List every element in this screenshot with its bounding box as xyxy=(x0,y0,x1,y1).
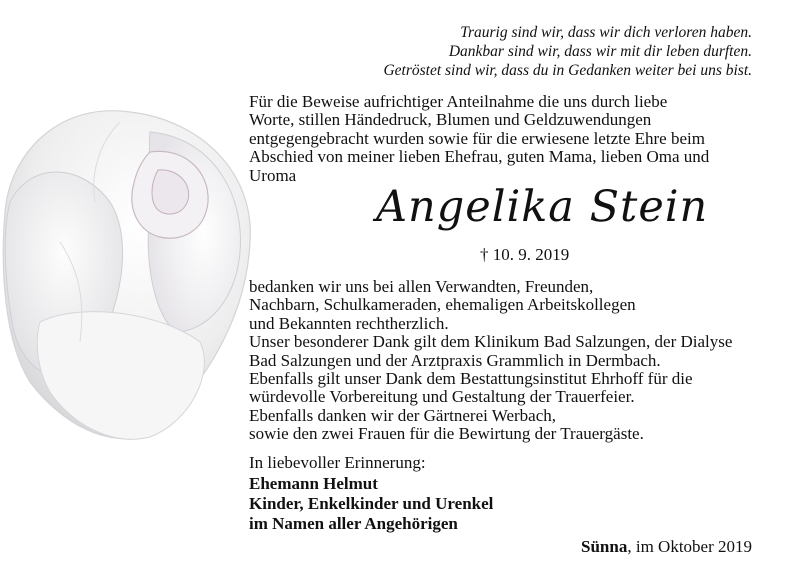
poem-line: Dankbar sind wir, dass wir mit dir leben durften. xyxy=(448,43,752,60)
place-name: Sünna xyxy=(581,537,628,556)
intro-line: Uroma xyxy=(249,165,297,185)
intro-line: entgegengebracht wurden sowie für die erwiesene letzte Ehre beim xyxy=(249,128,705,148)
poem-line: Traurig sind wir, dass wir dich verloren haben. xyxy=(460,24,752,41)
thanks-line: Ebenfalls danken wir der Gärtnerei Werbach, xyxy=(249,405,557,425)
thanks-text xyxy=(249,278,759,444)
poem-line: Getröstet sind wir, dass du in Gedanken weiter bei uns bist. xyxy=(383,62,752,79)
thanks-line: Ebenfalls gilt unser Dank dem Bestattungsinstitut Ehrhoff für die xyxy=(249,369,693,389)
family-line: Kinder, Enkelkinder und Urenkel xyxy=(249,494,494,513)
family-line: Ehemann Helmut xyxy=(249,474,378,493)
deceased-name: Angelika Stein xyxy=(376,182,709,232)
place-date xyxy=(581,537,752,557)
intro-line: Für die Beweise aufrichtiger Anteilnahme die uns durch liebe xyxy=(249,92,668,111)
family-signature xyxy=(249,474,493,534)
intro-text xyxy=(249,93,769,185)
date-line: , im Oktober 2019 xyxy=(627,537,752,556)
thanks-line: Nachbarn, Schulkameraden, ehemaligen Arbeitskollegen xyxy=(249,295,636,315)
rose-bottom-petal xyxy=(37,312,204,440)
thanks-line: bedanken wir uns bei allen Verwandten, Freunden, xyxy=(249,277,594,296)
poem xyxy=(232,23,752,80)
thanks-line: Unser besonderer Dank gilt dem Klinikum Bad Salzungen, der Dialyse xyxy=(249,332,733,352)
intro-line: Abschied von meiner lieben Ehefrau, guten Mama, lieben Oma und xyxy=(249,147,710,167)
family-line: im Namen aller Angehörigen xyxy=(249,514,458,533)
memory-line: In liebevoller Erinnerung: xyxy=(249,453,426,472)
death-date: † 10. 9. 2019 xyxy=(480,245,570,264)
white-rose-image xyxy=(0,92,260,452)
intro-line: Worte, stillen Händedruck, Blumen und Geldzuwendungen xyxy=(249,110,652,130)
thanks-line: und Bekannten rechtherzlich. xyxy=(249,313,449,333)
thanks-line: Bad Salzungen und der Arztpraxis Grammlich in Dermbach. xyxy=(249,350,661,370)
thanks-line: würdevolle Vorbereitung und Gestaltung der Trauerfeier. xyxy=(249,387,635,407)
thanks-line: sowie den zwei Frauen für die Bewirtung der Trauergäste. xyxy=(249,424,644,444)
